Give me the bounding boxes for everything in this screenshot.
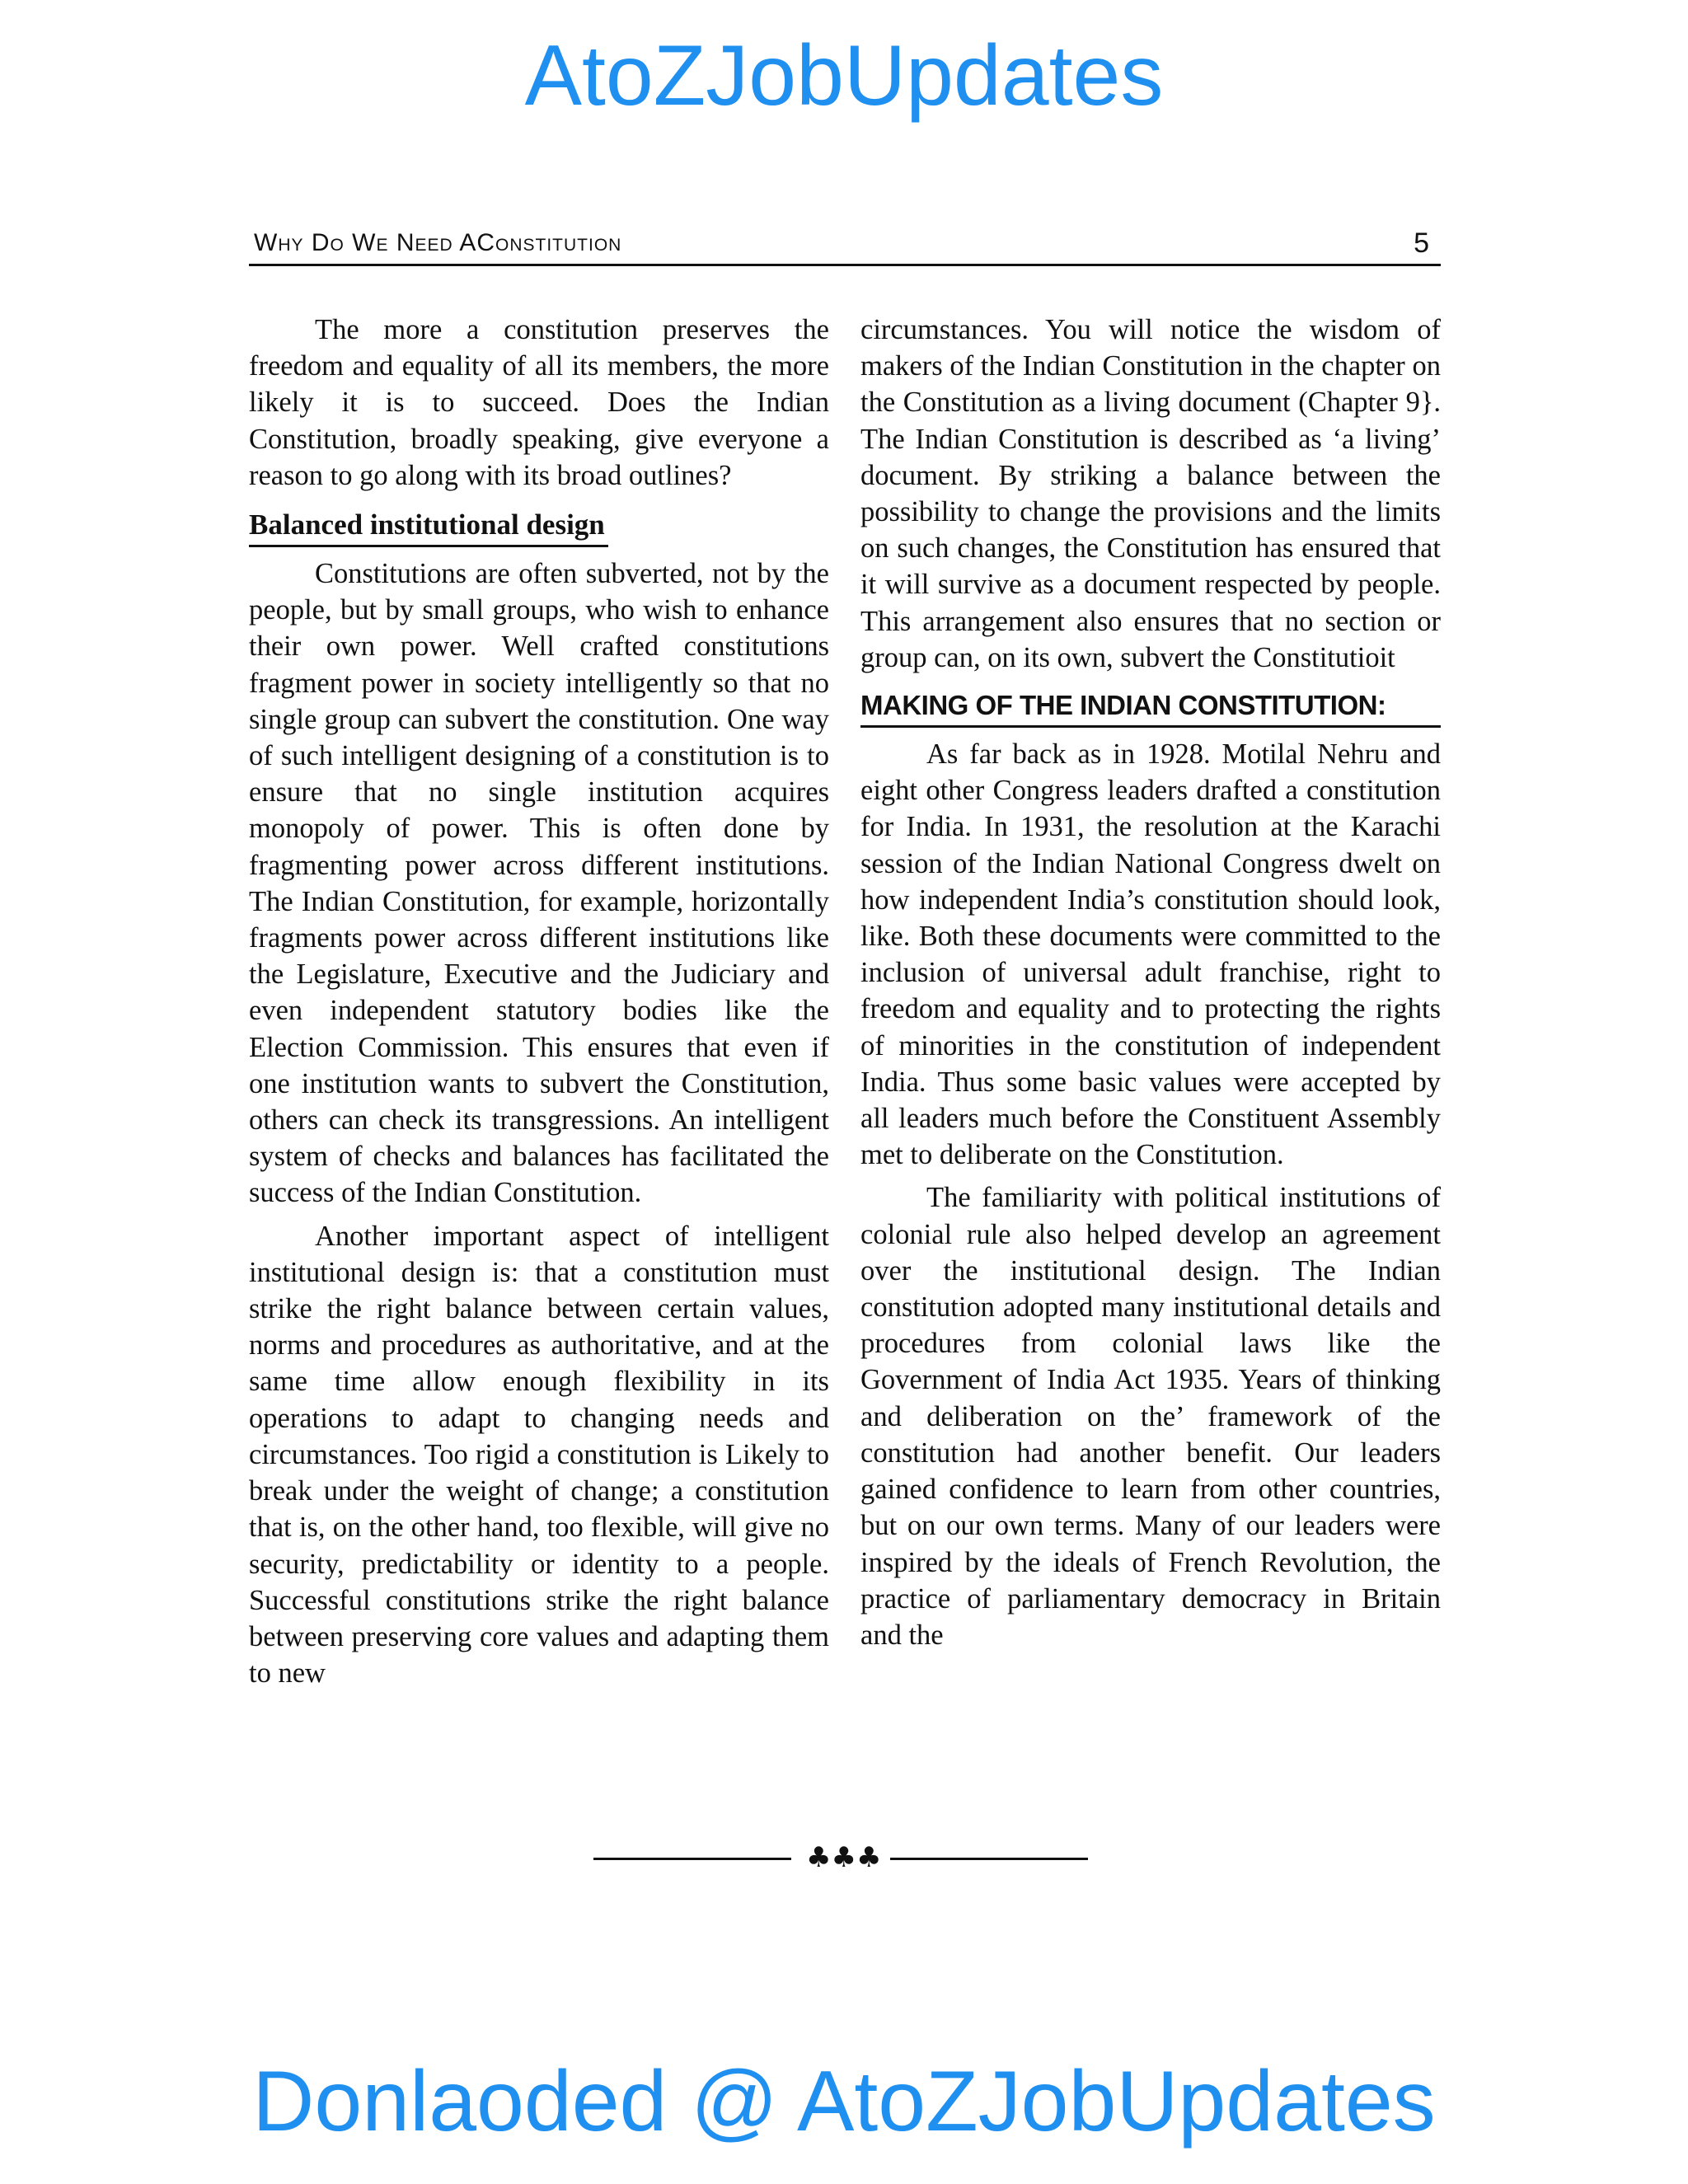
chapter-title: Why Do We Need AConstitution [254, 229, 622, 256]
section-heading-making-constitution: MAKING OF THE INDIAN CONSTITUTION: [860, 686, 1441, 728]
club-suits-icon: ♣♣♣ [806, 1841, 882, 1874]
end-ornament [593, 1841, 1088, 1874]
left-column [249, 312, 829, 1691]
paragraph: Constitutions are often subverted, not by the people, but by small groups, who wish to enhance their own power. Well crafted constitutions fragment power in society intelligently so that no single group can subvert the constitution. One way of such intelligent designing of a constitution is to ensure that no single institution acquires monopoly of power. This is often done by fragmenting power across different institutions. The Indian Constitution, for example, horizontally fragments power across different institutions like the Legislature, Executive and the Judiciary and even independent statutory bodies like the Election Commission. This ensures that even if one institution wants to subvert the Constitution, others can check its transgressions. An intelligent system of checks and balances has facilitated the success of the Indian Constitution. [249, 558, 829, 1209]
page-number: 5 [1414, 227, 1429, 259]
section-heading-balanced-design: Balanced institutional design [249, 505, 608, 547]
paragraph: As far back as in 1928. Motilal Nehru and eight other Congress leaders drafted a constitution for India. In 1931, the resolution at the Karachi session of the Indian National Congress dwelt on how independent India’s constitution should look, like. Both these documents were committed to the inclusion of universal adult franchise, right to freedom and equality and to protecting the rights of minorities in the constitution of independent India. Thus some basic values were accepted by all leaders much before the Constituent Assembly met to deliberate on the Constitution. [860, 738, 1441, 1171]
ornament-rule-left [593, 1858, 791, 1860]
right-column [860, 312, 1441, 1653]
ornament-rule-right [890, 1858, 1088, 1860]
paragraph: circumstances. You will notice the wisdom of makers of the Indian Constitution in the chapter on the Constitution as a living document (Chapter 9}. The Indian Constitution is described as ‘a living’ document. By striking a balance between the possibility to change the provisions and the limits on such changes, the Constitution has ensured that it will survive as a document respected by people. This arrangement also ensures that no section or group can, on its own, subvert the Constitutioit [860, 314, 1441, 673]
paragraph: Another important aspect of intelligent institutional design is: that a constitution must strike the right balance between certain values, norms and procedures as authoritative, and at the same time allow enough flexibility in its operations to adapt to changing needs and circumstances. Too rigid a constitution is Likely to break under the weight of change; a constitution that is, on the other hand, too flexible, will give no security, predictability or identity to a people. Successful constitutions strike the right balance between preserving core values and adapting them to new [249, 1220, 829, 1690]
watermark-top: AtoZJobUpdates [524, 28, 1164, 124]
paragraph: The familiarity with political institutions of colonial rule also helped develop an agreement over the institutional design. The Indian constitution adopted many institutional details and procedures from colonial laws like the Government of India Act 1935. Years of thinking and deliberation on the’ framework of the constitution had another benefit. Our leaders gained confidence to learn from other countries, but on our own terms. Many of our leaders were inspired by the ideals of French Revolution, the practice of parliamentary democracy in Britain and the [860, 1182, 1441, 1651]
watermark-bottom: Donlaoded @ AtoZJobUpdates [252, 2054, 1436, 2149]
paragraph: The more a constitution preserves the freedom and equality of all its members, the more likely it is to succeed. Does the Indian Constitution, broadly speaking, give everyone a reason to go along with its broad outlines? [249, 314, 829, 491]
running-header [249, 227, 1441, 266]
